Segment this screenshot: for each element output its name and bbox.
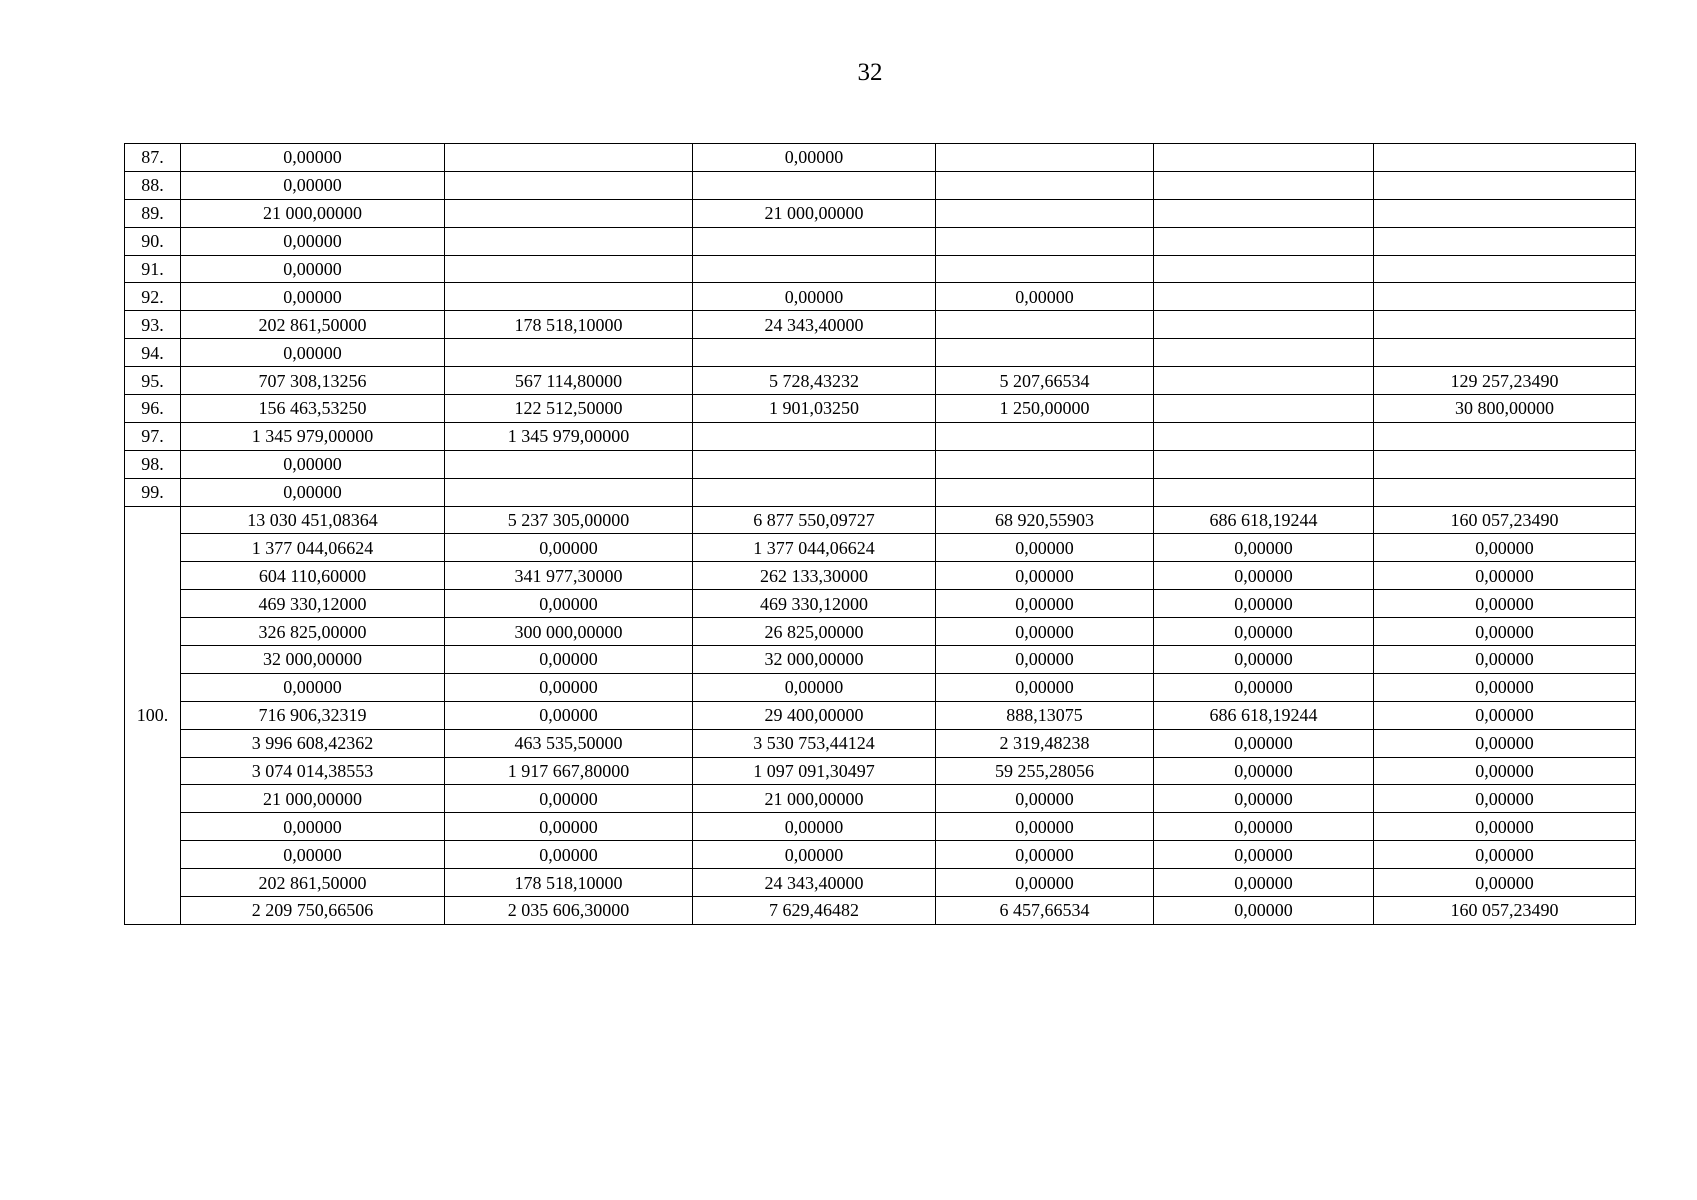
- table-row: [125, 534, 1636, 562]
- table-cell: [1154, 367, 1374, 395]
- row-number: 98.: [125, 450, 181, 478]
- table-cell: 0,00000: [445, 785, 693, 813]
- table-cell: 0,00000: [936, 534, 1154, 562]
- table-cell: [1154, 144, 1374, 172]
- table-cell: 0,00000: [1154, 841, 1374, 869]
- table-cell: [445, 144, 693, 172]
- table-row: [125, 227, 1636, 255]
- table-cell: 0,00000: [181, 450, 445, 478]
- table-cell: 0,00000: [445, 813, 693, 841]
- table-body: [125, 144, 1636, 925]
- table-cell: [445, 171, 693, 199]
- table-cell: 2 319,48238: [936, 729, 1154, 757]
- table-cell: [445, 199, 693, 227]
- table-cell: [445, 450, 693, 478]
- table-cell: 686 618,19244: [1154, 701, 1374, 729]
- table-cell: [936, 144, 1154, 172]
- table-cell: 0,00000: [1154, 897, 1374, 925]
- table-cell: 0,00000: [936, 562, 1154, 590]
- table-cell: 2 209 750,66506: [181, 897, 445, 925]
- data-table: [124, 143, 1636, 925]
- table-cell: 0,00000: [693, 841, 936, 869]
- table-row: [125, 171, 1636, 199]
- table-cell: 262 133,30000: [693, 562, 936, 590]
- table-row: [125, 339, 1636, 367]
- table-cell: 0,00000: [181, 171, 445, 199]
- table-cell: 7 629,46482: [693, 897, 936, 925]
- table-cell: 1 917 667,80000: [445, 757, 693, 785]
- row-number: 95.: [125, 367, 181, 395]
- table-row: [125, 813, 1636, 841]
- table-cell: 0,00000: [1374, 673, 1636, 701]
- table-cell: 202 861,50000: [181, 869, 445, 897]
- table-cell: [445, 283, 693, 311]
- table-cell: 716 906,32319: [181, 701, 445, 729]
- row-number: 94.: [125, 339, 181, 367]
- table-cell: 160 057,23490: [1374, 506, 1636, 534]
- table-cell: 888,13075: [936, 701, 1154, 729]
- table-cell: 0,00000: [1374, 590, 1636, 618]
- table-cell: [936, 339, 1154, 367]
- table-cell: 160 057,23490: [1374, 897, 1636, 925]
- table-cell: 1 345 979,00000: [445, 422, 693, 450]
- table-cell: 0,00000: [181, 478, 445, 506]
- table-row: [125, 255, 1636, 283]
- table-cell: 5 207,66534: [936, 367, 1154, 395]
- table-cell: [936, 255, 1154, 283]
- table-cell: 469 330,12000: [693, 590, 936, 618]
- row-number: 97.: [125, 422, 181, 450]
- row-number: 87.: [125, 144, 181, 172]
- table-row: [125, 618, 1636, 646]
- table-cell: 0,00000: [181, 227, 445, 255]
- table-cell: 21 000,00000: [693, 199, 936, 227]
- table-cell: [1374, 450, 1636, 478]
- table-cell: 604 110,60000: [181, 562, 445, 590]
- row-number: 89.: [125, 199, 181, 227]
- table-cell: 0,00000: [1374, 701, 1636, 729]
- table-cell: 0,00000: [693, 813, 936, 841]
- table-row: [125, 367, 1636, 395]
- table-cell: [1374, 227, 1636, 255]
- table-cell: 0,00000: [1154, 590, 1374, 618]
- table-cell: [693, 422, 936, 450]
- table-cell: 0,00000: [1374, 618, 1636, 646]
- row-number: 91.: [125, 255, 181, 283]
- table-cell: [936, 227, 1154, 255]
- table-cell: 469 330,12000: [181, 590, 445, 618]
- table-cell: 0,00000: [445, 673, 693, 701]
- table-cell: 1 250,00000: [936, 395, 1154, 423]
- table-cell: 13 030 451,08364: [181, 506, 445, 534]
- table-row: [125, 701, 1636, 729]
- table-cell: [1374, 311, 1636, 339]
- table-cell: [693, 450, 936, 478]
- table-cell: 1 377 044,06624: [693, 534, 936, 562]
- table-row: [125, 729, 1636, 757]
- table-cell: 0,00000: [936, 785, 1154, 813]
- table-cell: 0,00000: [445, 646, 693, 674]
- table-row: [125, 646, 1636, 674]
- table-cell: [445, 227, 693, 255]
- table-cell: 0,00000: [1154, 618, 1374, 646]
- table-cell: 21 000,00000: [693, 785, 936, 813]
- table-cell: [445, 339, 693, 367]
- table-cell: [693, 171, 936, 199]
- table-cell: [1154, 171, 1374, 199]
- table-cell: 0,00000: [936, 646, 1154, 674]
- group-row-number: 100.: [125, 506, 181, 924]
- table-cell: 1 901,03250: [693, 395, 936, 423]
- table-row: [125, 869, 1636, 897]
- table-cell: 686 618,19244: [1154, 506, 1374, 534]
- table-cell: [693, 339, 936, 367]
- table-cell: 122 512,50000: [445, 395, 693, 423]
- table-cell: 0,00000: [1374, 869, 1636, 897]
- table-cell: 0,00000: [936, 813, 1154, 841]
- table-cell: 0,00000: [1374, 813, 1636, 841]
- page-number: 32: [857, 59, 883, 86]
- row-number: 93.: [125, 311, 181, 339]
- table-cell: [936, 478, 1154, 506]
- table-cell: 567 114,80000: [445, 367, 693, 395]
- table-row: [125, 450, 1636, 478]
- table-cell: 0,00000: [936, 869, 1154, 897]
- table-cell: 0,00000: [181, 813, 445, 841]
- table-cell: 326 825,00000: [181, 618, 445, 646]
- table-row: [125, 897, 1636, 925]
- table-cell: 0,00000: [181, 144, 445, 172]
- table-cell: 0,00000: [1154, 534, 1374, 562]
- table-row: [125, 311, 1636, 339]
- table-cell: [1374, 144, 1636, 172]
- table-cell: 0,00000: [1154, 729, 1374, 757]
- row-number: 92.: [125, 283, 181, 311]
- table-cell: 0,00000: [693, 673, 936, 701]
- table-cell: [1154, 395, 1374, 423]
- table-cell: 0,00000: [1154, 646, 1374, 674]
- table-cell: 21 000,00000: [181, 785, 445, 813]
- table-cell: 0,00000: [936, 618, 1154, 646]
- table-cell: 341 977,30000: [445, 562, 693, 590]
- row-number: 90.: [125, 227, 181, 255]
- table-cell: 0,00000: [1374, 757, 1636, 785]
- table-row: [125, 144, 1636, 172]
- table-cell: 0,00000: [936, 841, 1154, 869]
- table-cell: 0,00000: [1374, 841, 1636, 869]
- table-row: [125, 283, 1636, 311]
- table-cell: 0,00000: [1154, 813, 1374, 841]
- table-cell: 29 400,00000: [693, 701, 936, 729]
- table-cell: 0,00000: [1154, 757, 1374, 785]
- table-row: [125, 422, 1636, 450]
- table-cell: 32 000,00000: [181, 646, 445, 674]
- table-cell: [693, 227, 936, 255]
- table-cell: [1374, 199, 1636, 227]
- table-cell: [1154, 422, 1374, 450]
- table-cell: 0,00000: [181, 255, 445, 283]
- table-cell: 0,00000: [181, 673, 445, 701]
- table-cell: 6 877 550,09727: [693, 506, 936, 534]
- table-cell: 0,00000: [181, 339, 445, 367]
- table-cell: 0,00000: [1154, 785, 1374, 813]
- table-cell: [1374, 478, 1636, 506]
- table-cell: 68 920,55903: [936, 506, 1154, 534]
- table-cell: [1154, 255, 1374, 283]
- table-cell: 26 825,00000: [693, 618, 936, 646]
- table-cell: 3 530 753,44124: [693, 729, 936, 757]
- row-number: 96.: [125, 395, 181, 423]
- table-cell: [445, 255, 693, 283]
- table-cell: 129 257,23490: [1374, 367, 1636, 395]
- table-cell: 0,00000: [1154, 562, 1374, 590]
- table-cell: [1154, 478, 1374, 506]
- table-cell: 1 345 979,00000: [181, 422, 445, 450]
- table-cell: 0,00000: [1154, 869, 1374, 897]
- table-cell: 0,00000: [445, 534, 693, 562]
- row-number: 99.: [125, 478, 181, 506]
- table-cell: 0,00000: [936, 673, 1154, 701]
- table-cell: [1374, 422, 1636, 450]
- row-number: 88.: [125, 171, 181, 199]
- table-cell: 0,00000: [693, 144, 936, 172]
- table-cell: [1374, 339, 1636, 367]
- table-cell: 0,00000: [1374, 646, 1636, 674]
- table-cell: 0,00000: [936, 283, 1154, 311]
- table-cell: 5 728,43232: [693, 367, 936, 395]
- table-cell: 0,00000: [693, 283, 936, 311]
- table-cell: [936, 311, 1154, 339]
- table-row: [125, 506, 1636, 534]
- table-cell: [1154, 199, 1374, 227]
- table-cell: [936, 450, 1154, 478]
- table-cell: [693, 478, 936, 506]
- table-cell: 3 996 608,42362: [181, 729, 445, 757]
- table-cell: 0,00000: [936, 590, 1154, 618]
- table-cell: 1 377 044,06624: [181, 534, 445, 562]
- table-row: [125, 590, 1636, 618]
- table-cell: 0,00000: [1374, 729, 1636, 757]
- table-cell: 24 343,40000: [693, 311, 936, 339]
- table-cell: 1 097 091,30497: [693, 757, 936, 785]
- table-cell: [936, 199, 1154, 227]
- table-row: [125, 757, 1636, 785]
- table-cell: [1374, 255, 1636, 283]
- table-cell: 59 255,28056: [936, 757, 1154, 785]
- table-row: [125, 785, 1636, 813]
- table-cell: [1154, 311, 1374, 339]
- table-row: [125, 199, 1636, 227]
- table-cell: [1374, 283, 1636, 311]
- table-cell: 6 457,66534: [936, 897, 1154, 925]
- table-cell: 24 343,40000: [693, 869, 936, 897]
- table-cell: 707 308,13256: [181, 367, 445, 395]
- table-cell: [693, 255, 936, 283]
- table-cell: 156 463,53250: [181, 395, 445, 423]
- table-cell: 178 518,10000: [445, 311, 693, 339]
- table-row: [125, 478, 1636, 506]
- table-cell: [1154, 339, 1374, 367]
- table-cell: [1154, 227, 1374, 255]
- table-cell: 0,00000: [1374, 534, 1636, 562]
- table-cell: 0,00000: [1374, 785, 1636, 813]
- table-cell: 2 035 606,30000: [445, 897, 693, 925]
- table-cell: [936, 422, 1154, 450]
- table-cell: 0,00000: [445, 841, 693, 869]
- table-cell: 300 000,00000: [445, 618, 693, 646]
- table-row: [125, 562, 1636, 590]
- table-cell: 0,00000: [445, 701, 693, 729]
- table-cell: [1154, 283, 1374, 311]
- table-cell: [1154, 450, 1374, 478]
- table-cell: [936, 171, 1154, 199]
- table-cell: 0,00000: [1374, 562, 1636, 590]
- table-row: [125, 841, 1636, 869]
- table-cell: 0,00000: [181, 841, 445, 869]
- table-cell: 30 800,00000: [1374, 395, 1636, 423]
- table-cell: 32 000,00000: [693, 646, 936, 674]
- table-row: [125, 395, 1636, 423]
- table-cell: 463 535,50000: [445, 729, 693, 757]
- table-cell: 3 074 014,38553: [181, 757, 445, 785]
- table-cell: 5 237 305,00000: [445, 506, 693, 534]
- table-cell: 0,00000: [445, 590, 693, 618]
- table-cell: 178 518,10000: [445, 869, 693, 897]
- table-cell: 0,00000: [1154, 673, 1374, 701]
- table-cell: [1374, 171, 1636, 199]
- table-cell: 202 861,50000: [181, 311, 445, 339]
- table-row: [125, 673, 1636, 701]
- table-cell: [445, 478, 693, 506]
- table-cell: 0,00000: [181, 283, 445, 311]
- table-cell: 21 000,00000: [181, 199, 445, 227]
